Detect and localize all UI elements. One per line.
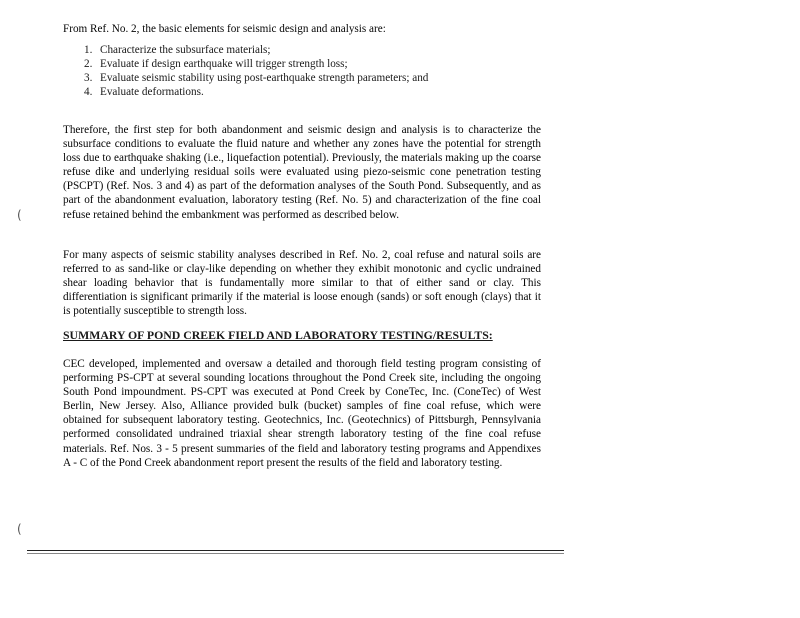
paragraph-summary: CEC developed, implemented and oversaw a detailed and thorough field testing program consisting of performing PS-CPT at several sounding locations throughout the Pond Creek site, including the ongoing South Pond impoundment. PS-CPT was executed at Pond Creek by ConeTec, Inc. (ConeTec) of West Berlin, New Jersey. Also, Alliance provided bulk (bucket) samples of fine coal refuse, which were obtained for subsequent laboratory testing. Geotechnics, Inc. (Geotechnics) of Pittsburgh, Pennsylvania performed consolidated undrained triaxial shear strength laboratory testing of the fine coal refuse materials. Ref. Nos. 3 - 5 present summaries of the field and laboratory testing programs and Appendixes A - C of the Pond Creek abandonment report present the results of the field and laboratory testing. — [63, 358, 541, 469]
list-item-number: 4. — [84, 86, 93, 99]
list-item-text: Evaluate seismic stability using post-earthquake strength parameters; and — [100, 72, 429, 85]
scan-mark: ( — [17, 208, 22, 222]
list-item — [84, 43, 428, 57]
list-item-number: 1. — [84, 44, 93, 56]
list-item-text: Evaluate deformations. — [100, 86, 204, 99]
footer-rule-secondary — [27, 553, 564, 554]
list-item-text: Characterize the subsurface materials; — [100, 44, 271, 56]
list-item-number: 3. — [84, 72, 93, 85]
paragraph-sand-clay: For many aspects of seismic stability analyses described in Ref. No. 2, coal refuse and natural soils are referred to as sand-like or clay-like depending on whether they exhibit monotonic and cyclic undrained shear loading behavior that is fundamentally more similar to that of either sand or clay. This differentiation is significant primarily if the material is loose enough (sands) or soft enough (clays) that it is potentially susceptible to strength loss. — [63, 249, 541, 318]
scan-mark: ( — [17, 522, 22, 536]
list-item — [84, 71, 428, 85]
paragraph-characterization: Therefore, the first step for both abandonment and seismic design and analysis is to characterize the subsurface conditions to evaluate the fluid nature and whether any zones have the potential for strength loss due to earthquake shaking (i.e., liquefaction potential). Previously, the materials making up the coarse refuse dike and underlying residual soils were evaluated using piezo-seismic cone penetration testing (PSCPT) (Ref. Nos. 3 and 4) as part of the deformation analyses of the South Pond. Subsequently, and as part of the abandonment evaluation, laboratory testing (Ref. No. 5) and characterization of the fine coal refuse retained behind the embankment was performed as described below. — [63, 124, 541, 221]
seismic-elements-list — [84, 43, 428, 99]
intro-sentence: From Ref. No. 2, the basic elements for seismic design and analysis are: — [63, 23, 386, 35]
list-item-text: Evaluate if design earthquake will trigger strength loss; — [100, 58, 348, 71]
list-item — [84, 57, 428, 71]
list-item-number: 2. — [84, 58, 93, 71]
section-heading: SUMMARY OF POND CREEK FIELD AND LABORATORY TESTING/RESULTS: — [63, 328, 493, 342]
list-item — [84, 85, 428, 99]
footer-rule — [27, 550, 564, 551]
